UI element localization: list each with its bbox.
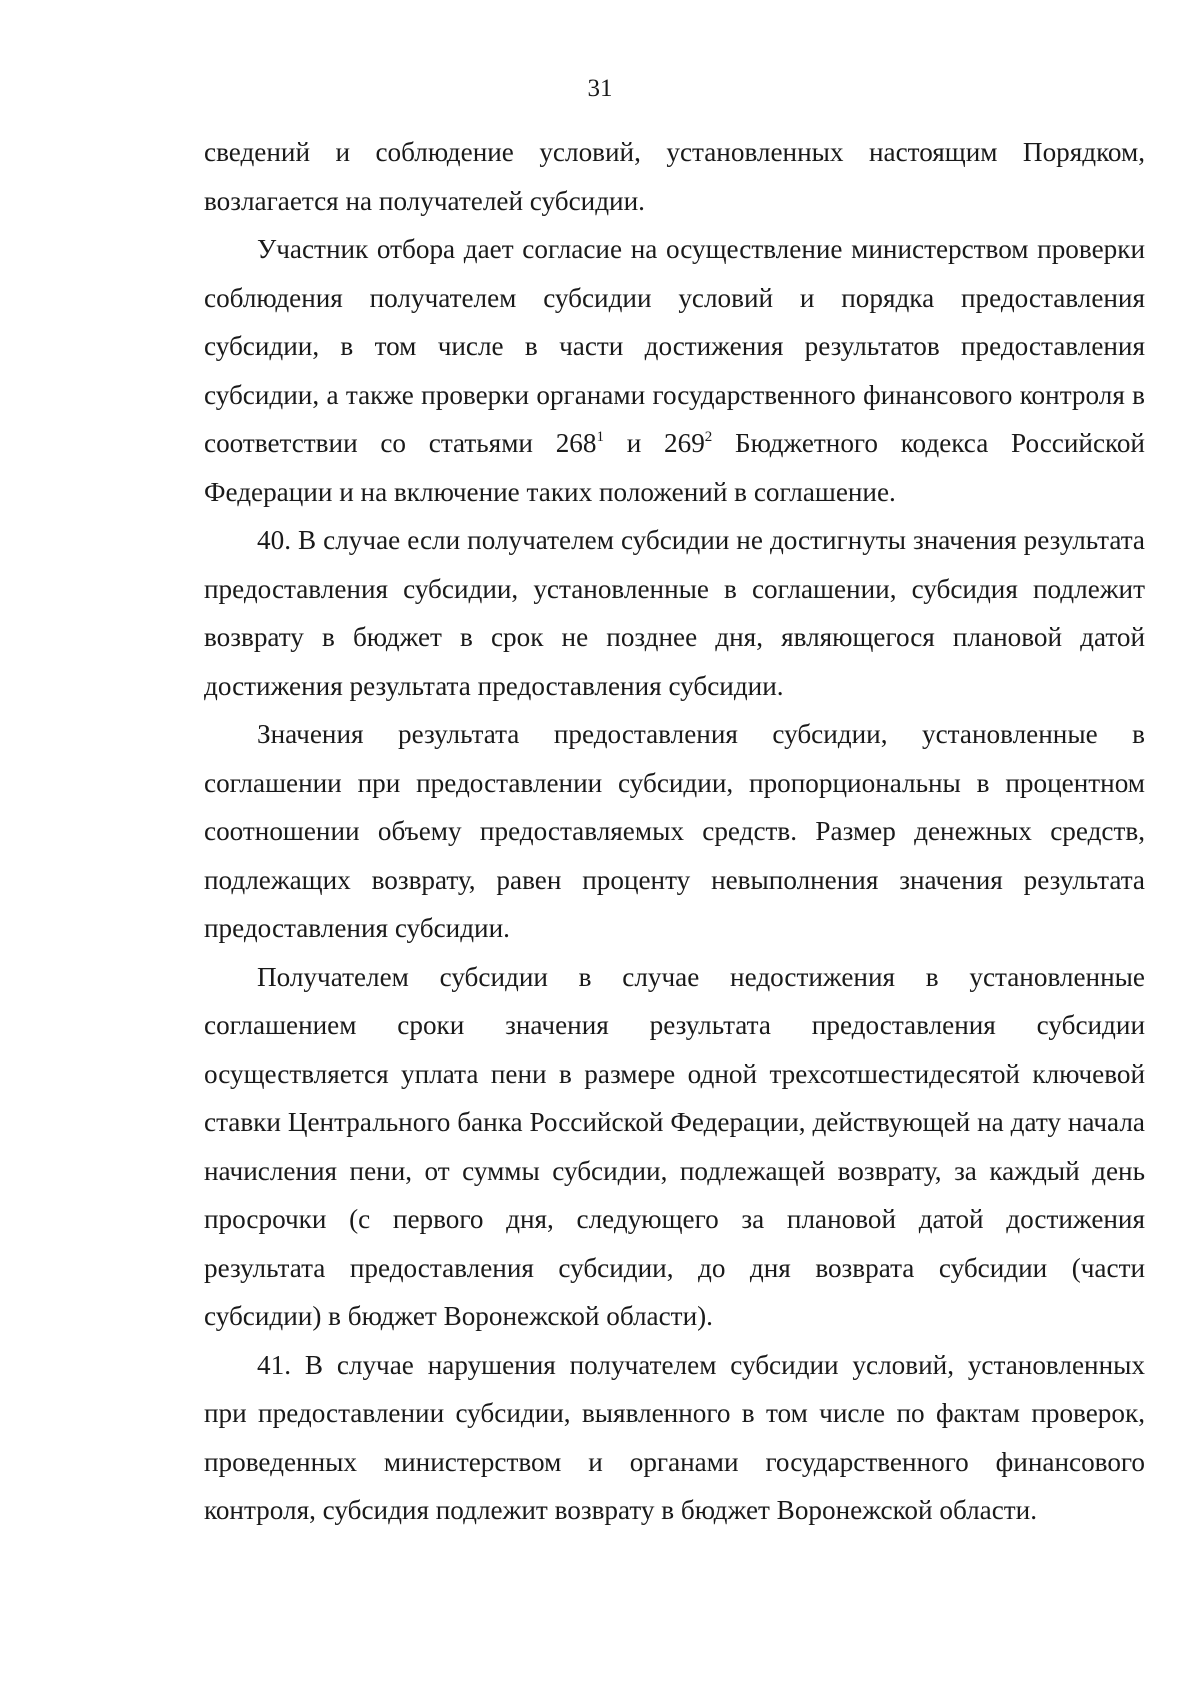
- document-body: [204, 128, 1145, 1535]
- paragraph-41: 41. В случае нарушения получателем субсидии условий, установленных при предоставлении субсидии, выявленного в том числе по фактам проверок, проведенных министерством и органами государственного финансового контроля, субсидия подлежит возврату в бюджет Воронежской области.: [204, 1349, 1145, 1525]
- paragraph-penalty: Получателем субсидии в случае недостижения в установленные соглашением сроки значения результата предоставления субсидии осуществляется уплата пени в размере одной трехсотшестидесятой ключевой ставки Центрального банка Российской Федерации, действующей на дату начала начисления пени, от суммы субсидии, подлежащей возврату, за каждый день просрочки (с первого дня, следующего за плановой датой достижения результата предоставления субсидии, до дня возврата субсидии (части субсидии) в бюджет Воронежской области).: [204, 961, 1145, 1331]
- article-268: 268: [555, 428, 597, 458]
- paragraph-consent: [204, 225, 1145, 516]
- article-268-superscript: 1: [596, 429, 604, 445]
- consent-text-end: Бюджетного кодекса Российской Федерации и на включение таких положений в соглашение.: [204, 428, 1145, 507]
- article-269-superscript: 2: [704, 429, 713, 445]
- consent-text-start: Участник отбора дает согласие на осуществление министерством проверки соблюдения получателем субсидии условий и порядка предоставления субсидии, в том числе в части достижения результатов предоставления субсидии, а также проверки органами государственного финансового контроля в соответствии со статьями: [204, 234, 1145, 458]
- paragraph-continuation: сведений и соблюдение условий, установленных настоящим Порядком, возлагается на получателей субсидии.: [204, 137, 1145, 216]
- conjunction-and: и: [603, 428, 664, 458]
- article-269: 269: [664, 428, 705, 458]
- page-number: 31: [587, 75, 613, 102]
- paragraph-40: 40. В случае если получателем субсидии не достигнуты значения результата предоставления субсидии, установленные в соглашении, субсидия подлежит возврату в бюджет в срок не позднее дня, являющегося плановой датой достижения результата предоставления субсидии.: [204, 525, 1145, 701]
- paragraph-result-values: Значения результата предоставления субсидии, установленные в соглашении при предоставлении субсидии, пропорциональны в процентном соотношении объему предоставляемых средств. Размер денежных средств, подлежащих возврату, равен проценту невыполнения значения результата предоставления субсидии.: [204, 719, 1145, 943]
